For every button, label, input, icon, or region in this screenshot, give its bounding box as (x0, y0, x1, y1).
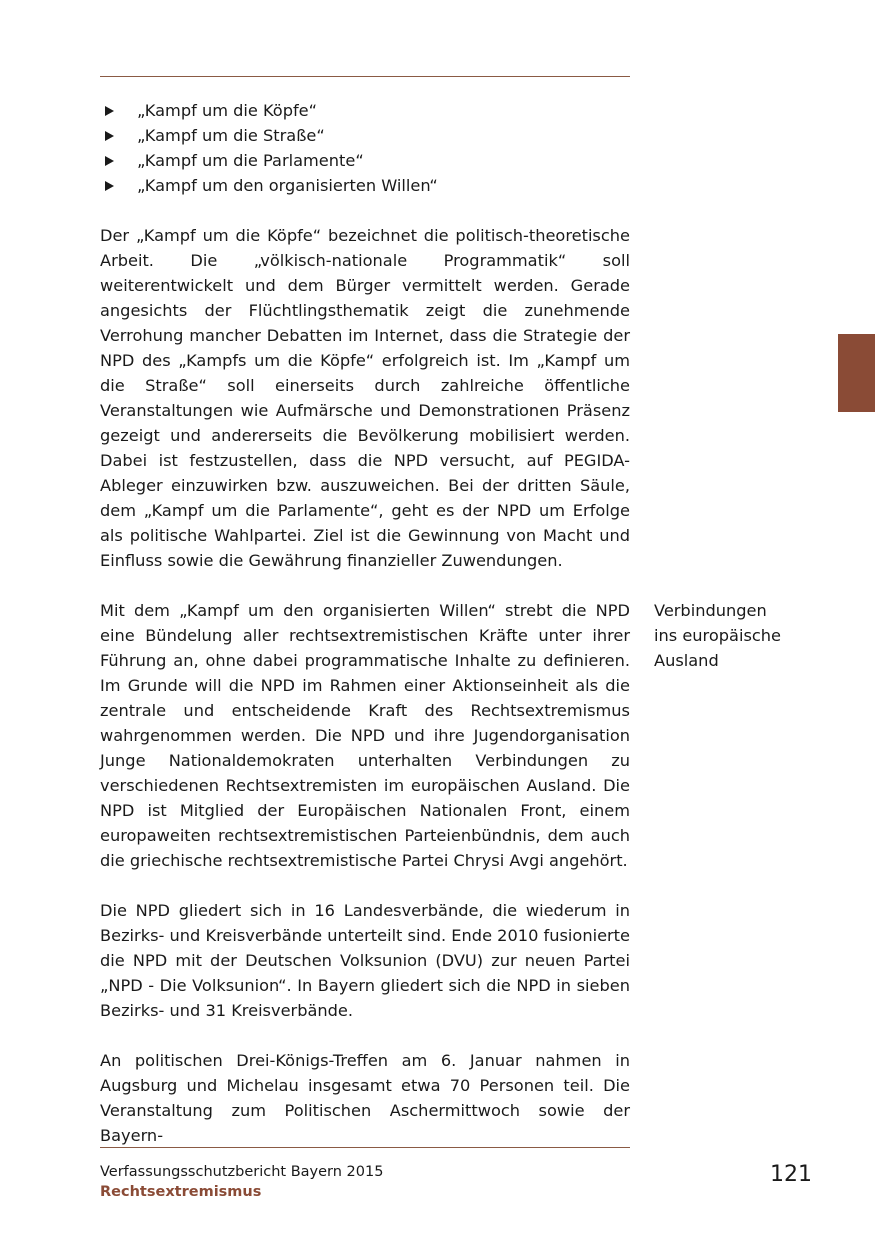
bullet-triangle-icon (105, 181, 114, 191)
bullet-item: „Kampf um die Parlamente“ (100, 148, 630, 173)
bullet-item: „Kampf um die Köpfe“ (100, 98, 630, 123)
bullet-list (100, 98, 630, 198)
header-rule (100, 76, 630, 77)
paragraph-organisierter-wille: Mit dem „Kampf um den organisierten Willen“ strebt die NPD eine Bündelung aller rechtsextremistischen Kräfte unter ihrer Führung an, ohne dabei programmatische Inhalte zu definieren. Im Grunde will die NPD im Rahmen einer Aktionseinheit als die zentrale und entscheidende Kraft des Rechtsextremismus wahrgenommen werden. Die NPD und ihre Jugendorganisation Junge Nationaldemokraten unterhalten Verbindungen zu verschiedenen Rechtsextremisten im europäischen Ausland. Die NPD ist Mitglied der Europäischen Nationalen Front, einem europaweiten rechtsextremistischen Parteienbündnis, dem auch die griechische rechtsextremistische Partei Chrysi Avgi angehört. (100, 601, 630, 870)
page-number: 121 (770, 1162, 812, 1187)
margin-note: Verbindungen ins europäische Ausland (654, 601, 782, 670)
main-content (100, 98, 630, 1148)
footer-rule (100, 1147, 630, 1148)
bullet-item: „Kampf um die Straße“ (100, 123, 630, 148)
chapter-tab (838, 334, 875, 412)
footer-section: Rechtsextremismus (100, 1184, 262, 1200)
bullet-triangle-icon (105, 106, 114, 116)
bullet-item: „Kampf um den organisierten Willen“ (100, 173, 630, 198)
paragraph-drei-koenigs-treffen: An politischen Drei-Königs-Treffen am 6. Januar nahmen in Augsburg und Michelau insgesamt etwa 70 Personen teil. Die Veranstaltung zum Politischen Aschermittwoch sowie der Bayern- (100, 1051, 630, 1145)
paragraph-kampf-koepfe: Der „Kampf um die Köpfe“ bezeichnet die politisch-theoretische Arbeit. Die „völkisch-nationale Programmatik“ soll weiterentwickelt und dem Bürger vermittelt werden. Gerade angesichts der Flüchtlingsthematik zeigt die zunehmende Verrohung mancher Debatten im Internet, dass die Strategie der NPD des „Kampfs um die Köpfe“ erfolgreich ist. Im „Kampf um die Straße“ soll einerseits durch zahlreiche öffentliche Veranstaltungen wie Aufmärsche und Demonstrationen Präsenz gezeigt und andererseits die Bevölkerung mobilisiert werden. Dabei ist festzustellen, dass die NPD versucht, auf PEGIDA-Ableger einzuwirken bzw. auszuweichen. Bei der dritten Säule, dem „Kampf um die Parlamente“, geht es der NPD um Erfolge als politische Wahlpartei. Ziel ist die Gewinnung von Macht und Einfluss sowie die Gewährung finanzieller Zuwendungen. (100, 226, 630, 570)
bullet-triangle-icon (105, 131, 114, 141)
paragraph-landesverbaende: Die NPD gliedert sich in 16 Landesverbände, die wiederum in Bezirks- und Kreisverbände unterteilt sind. Ende 2010 fusionierte die NPD mit der Deutschen Volksunion (DVU) zur neuen Partei „NPD - Die Volksunion“. In Bayern gliedert sich die NPD in sieben Bezirks- und 31 Kreisverbände. (100, 901, 630, 1020)
footer-title: Verfassungsschutzbericht Bayern 2015 (100, 1164, 384, 1180)
bullet-triangle-icon (105, 156, 114, 166)
